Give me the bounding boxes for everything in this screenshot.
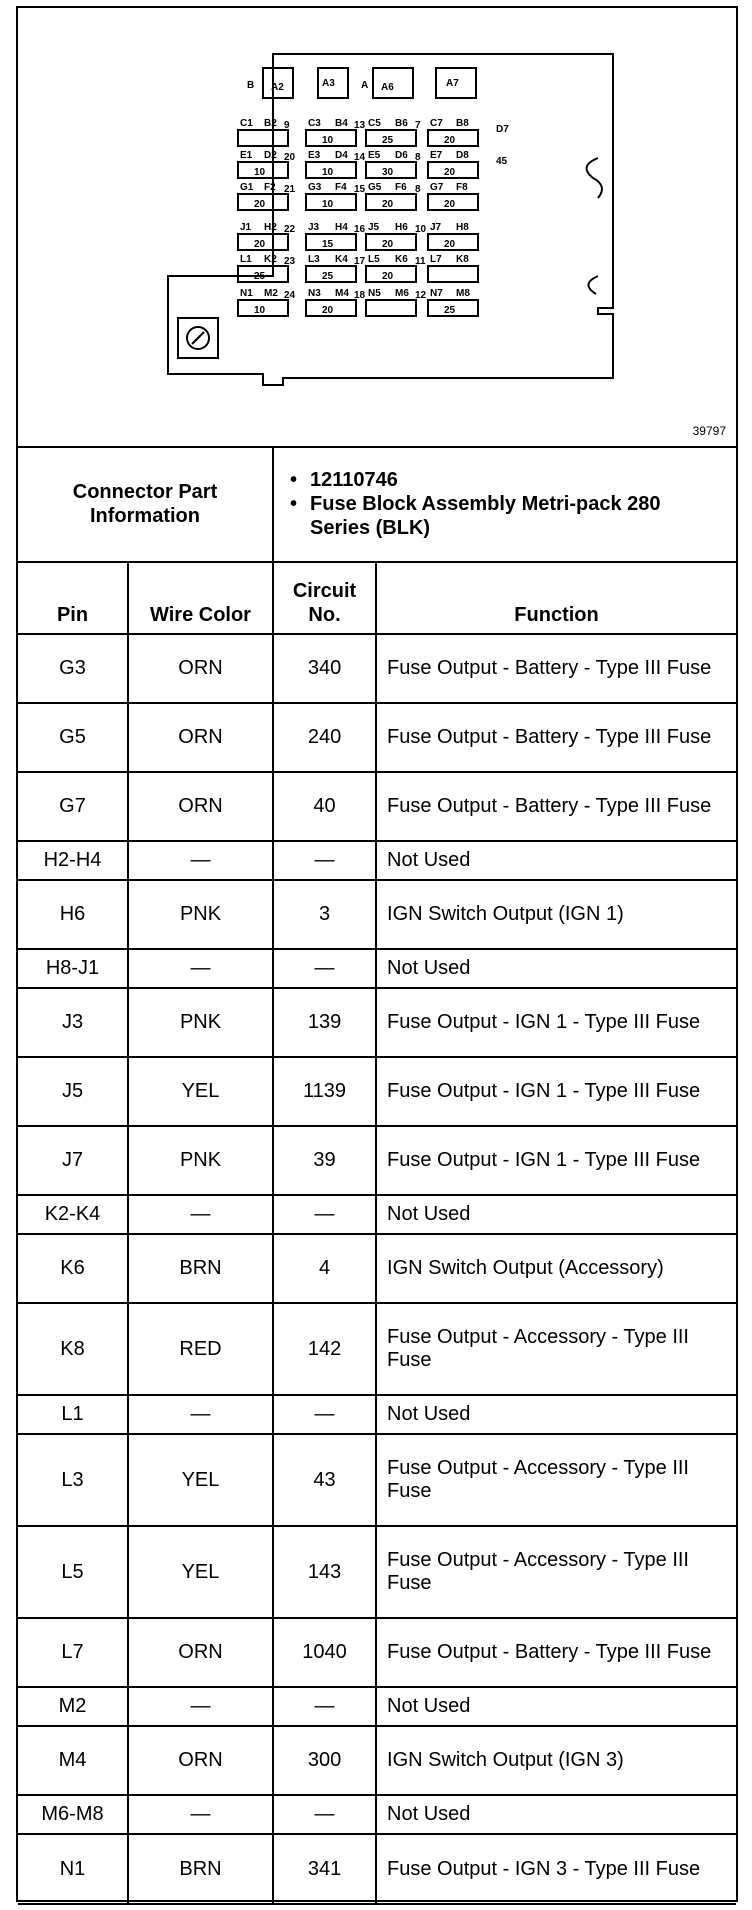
cavity-label: F8 [456,182,468,193]
column-header-pin: Pin [18,562,128,634]
cavity-label: B6 [395,118,408,129]
function-cell: Fuse Output - Battery - Type III Fuse [376,703,736,772]
wire-color-cell: BRN [128,1234,273,1303]
function-cell: Not Used [376,949,736,988]
pin-cell: M2 [18,1687,128,1726]
fuse-rating: 10 [322,167,334,178]
cavity-label: L7 [430,254,442,265]
wire-color-cell: — [128,1687,273,1726]
cavity-label: J1 [240,222,252,233]
table-row [18,880,736,949]
cavity-label: M2 [264,288,278,299]
function-cell: Fuse Output - Battery - Type III Fuse [376,634,736,703]
cavity-label: B2 [264,118,277,129]
function-cell: Not Used [376,1795,736,1834]
circuit-no-cell: 142 [273,1303,376,1395]
function-cell: Not Used [376,841,736,880]
cavity-label: B8 [456,118,469,129]
wire-color-cell: PNK [128,988,273,1057]
cavity-label: C1 [240,118,253,129]
pin-cell: J3 [18,988,128,1057]
connector-description: • Fuse Block Assembly Metri-pack 280 Series (BLK) [310,492,726,540]
circuit-no-cell: 143 [273,1526,376,1618]
cavity-label: K4 [335,254,348,265]
cavity-label: K6 [395,254,408,265]
connector-sheet [16,6,738,1902]
cavity-label: J3 [308,222,320,233]
fuse-rating: 25 [444,305,456,316]
cavity-label: K8 [456,254,469,265]
circuit-no-cell: 39 [273,1126,376,1195]
cavity-label: F6 [395,182,407,193]
connector-info-list [273,446,736,562]
pin-cell: L1 [18,1395,128,1434]
cavity-label: 45 [496,156,508,167]
cavity-label: B4 [335,118,348,129]
fuse-rating: 20 [254,239,266,250]
fuse-rating: 10 [254,167,266,178]
cavity-label: B [247,80,255,91]
function-cell: IGN Switch Output (IGN 1) [376,880,736,949]
circuit-no-cell: 1040 [273,1618,376,1687]
table-row [18,1795,736,1834]
cavity-label: 15 [354,184,366,195]
wire-color-cell: — [128,949,273,988]
fuse-slot [238,130,288,146]
cavity-label: C3 [308,118,321,129]
cavity-label: 21 [284,184,296,195]
cavity-label: A7 [446,78,459,89]
table-row [18,1687,736,1726]
column-header-circuit-no: Circuit No. [273,562,376,634]
fuse-rating: 20 [254,199,266,210]
table-row [18,1726,736,1795]
cavity-label: H4 [335,222,348,233]
circuit-no-cell: 340 [273,634,376,703]
fuse-rating: 20 [382,271,394,282]
table-row [18,1234,736,1303]
function-cell: IGN Switch Output (Accessory) [376,1234,736,1303]
fuse-rating: 15 [322,239,334,250]
cavity-label: A3 [322,78,335,89]
circuit-no-cell: 4 [273,1234,376,1303]
cavity-label: D6 [395,150,408,161]
cavity-label: G5 [368,182,382,193]
cavity-label: G3 [308,182,322,193]
cavity-label: E3 [308,150,321,161]
fuse-rating: 20 [444,135,456,146]
cavity-label: C7 [430,118,443,129]
cavity-label: N7 [430,288,443,299]
wire-color-cell: YEL [128,1057,273,1126]
pin-cell: H6 [18,880,128,949]
cavity-label: L5 [368,254,380,265]
pin-cell: K8 [18,1303,128,1395]
pin-cell: K2-K4 [18,1195,128,1234]
circuit-no-cell: 40 [273,772,376,841]
cavity-label: 17 [354,256,366,267]
cavity-label: L3 [308,254,320,265]
cavity-label: E5 [368,150,381,161]
cavity-label: 24 [284,290,296,301]
cavity-label: 10 [415,224,427,235]
cavity-label: C5 [368,118,381,129]
pinout-table [18,446,736,1905]
function-cell: Fuse Output - Battery - Type III Fuse [376,772,736,841]
cavity-label: A [361,80,369,91]
table-row [18,1126,736,1195]
cavity-label: E7 [430,150,443,161]
fuse-slot [366,300,416,316]
cavity-label: 23 [284,256,296,267]
cavity-label: D4 [335,150,348,161]
pin-cell: K6 [18,1234,128,1303]
fuse-rating: 10 [322,199,334,210]
wire-color-cell: — [128,1795,273,1834]
cavity-label: H6 [395,222,408,233]
table-row [18,1834,736,1904]
function-cell: Fuse Output - IGN 1 - Type III Fuse [376,1126,736,1195]
cavity-label: L1 [240,254,252,265]
column-header-row [18,562,736,634]
cavity-label: 11 [415,256,426,267]
fuse-rating: 20 [382,239,394,250]
cavity-label: J5 [368,222,380,233]
pin-cell: J7 [18,1126,128,1195]
table-row [18,634,736,703]
circuit-no-cell: — [273,949,376,988]
cavity-label: H2 [264,222,277,233]
cavity-label: J7 [430,222,442,233]
pin-cell: J5 [18,1057,128,1126]
wire-color-cell: PNK [128,1126,273,1195]
fuse-slot [428,266,478,282]
pin-cell: L5 [18,1526,128,1618]
cavity-label: A6 [381,82,394,93]
wire-color-cell: ORN [128,703,273,772]
pin-cell: G5 [18,703,128,772]
wire-color-cell: ORN [128,1618,273,1687]
cavity-label: N3 [308,288,321,299]
connector-info-label: Connector Part Information [18,446,273,562]
table-row [18,1434,736,1526]
mounting-stud-icon [178,318,218,358]
function-cell: Fuse Output - Battery - Type III Fuse [376,1618,736,1687]
column-header-wire-color: Wire Color [128,562,273,634]
fuse-block-drawing [18,8,736,446]
wire-color-cell: ORN [128,634,273,703]
wire-color-cell: YEL [128,1434,273,1526]
connector-info-row [18,446,736,562]
wire-color-cell: RED [128,1303,273,1395]
wire-color-cell: YEL [128,1526,273,1618]
fuse-rating: 25 [254,271,266,282]
function-cell: Fuse Output - Accessory - Type III Fuse [376,1303,736,1395]
cavity-label: D2 [264,150,277,161]
cavity-label: F4 [335,182,347,193]
function-cell: Fuse Output - IGN 1 - Type III Fuse [376,1057,736,1126]
function-cell: Fuse Output - Accessory - Type III Fuse [376,1526,736,1618]
pin-cell: N1 [18,1834,128,1904]
table-row [18,1395,736,1434]
table-row [18,1195,736,1234]
cavity-label: 20 [284,152,296,163]
cavity-label: F2 [264,182,276,193]
cavity-label: 16 [354,224,366,235]
table-row [18,988,736,1057]
cavity-label: A2 [271,82,284,93]
cavity-label: 22 [284,224,296,235]
cavity-label: M4 [335,288,349,299]
cavity-label: 14 [354,152,366,163]
circuit-no-cell: 3 [273,880,376,949]
table-row [18,841,736,880]
cavity-label: 12 [415,290,427,301]
cavity-label: K2 [264,254,277,265]
wire-color-cell: — [128,841,273,880]
cavity-label: M8 [456,288,470,299]
wire-color-cell: — [128,1395,273,1434]
pin-cell: L7 [18,1618,128,1687]
cavity-label: N1 [240,288,253,299]
cavity-label: D7 [496,124,509,135]
circuit-no-cell: — [273,1795,376,1834]
circuit-no-cell: — [273,841,376,880]
circuit-no-cell: — [273,1687,376,1726]
circuit-no-cell: 240 [273,703,376,772]
pin-cell: G3 [18,634,128,703]
fuse-rating: 25 [322,271,334,282]
fuse-rating: 25 [382,135,394,146]
table-row [18,772,736,841]
cavity-label: 9 [284,120,290,131]
pin-cell: H8-J1 [18,949,128,988]
function-cell: Not Used [376,1395,736,1434]
cavity-label: G7 [430,182,444,193]
cavity-label: 8 [415,152,421,163]
table-row [18,1303,736,1395]
circuit-no-cell: 139 [273,988,376,1057]
circuit-no-cell: 341 [273,1834,376,1904]
wire-color-cell: — [128,1195,273,1234]
function-cell: Fuse Output - IGN 3 - Type III Fuse [376,1834,736,1904]
wire-color-cell: ORN [128,1726,273,1795]
table-row [18,1057,736,1126]
pin-cell: H2-H4 [18,841,128,880]
cavity-label: N5 [368,288,381,299]
fuse-rating: 20 [382,199,394,210]
circuit-no-cell: — [273,1395,376,1434]
fuse-rating: 30 [382,167,394,178]
wire-color-cell: ORN [128,772,273,841]
connector-part-number: • 12110746 [310,468,726,492]
circuit-no-cell: 300 [273,1726,376,1795]
pin-cell: M6-M8 [18,1795,128,1834]
table-row [18,703,736,772]
function-cell: Fuse Output - Accessory - Type III Fuse [376,1434,736,1526]
wire-color-cell: BRN [128,1834,273,1904]
pin-cell: L3 [18,1434,128,1526]
function-cell: Fuse Output - IGN 1 - Type III Fuse [376,988,736,1057]
fuse-rating: 10 [322,135,334,146]
function-cell: Not Used [376,1687,736,1726]
table-row [18,1526,736,1618]
table-row [18,949,736,988]
cavity-label: M6 [395,288,409,299]
table-row [18,1618,736,1687]
fuse-block-figure [18,8,736,448]
function-cell: IGN Switch Output (IGN 3) [376,1726,736,1795]
circuit-no-cell: — [273,1195,376,1234]
pin-cell: G7 [18,772,128,841]
fuse-rating: 20 [322,305,334,316]
cavity-label: G1 [240,182,254,193]
fuse-rating: 10 [254,305,266,316]
figure-number: 39797 [692,424,726,438]
circuit-no-cell: 43 [273,1434,376,1526]
pin-cell: M4 [18,1726,128,1795]
cavity-label: 8 [415,184,421,195]
cavity-label: D8 [456,150,469,161]
cavity-label: 13 [354,120,366,131]
fuse-rating: 20 [444,239,456,250]
column-header-function: Function [376,562,736,634]
circuit-no-cell: 1139 [273,1057,376,1126]
fuse-rating: 20 [444,167,456,178]
cavity-label: E1 [240,150,253,161]
function-cell: Not Used [376,1195,736,1234]
cavity-label: 18 [354,290,366,301]
wire-color-cell: PNK [128,880,273,949]
fuse-rating: 20 [444,199,456,210]
cavity-label: H8 [456,222,469,233]
cavity-label: 7 [415,120,421,131]
